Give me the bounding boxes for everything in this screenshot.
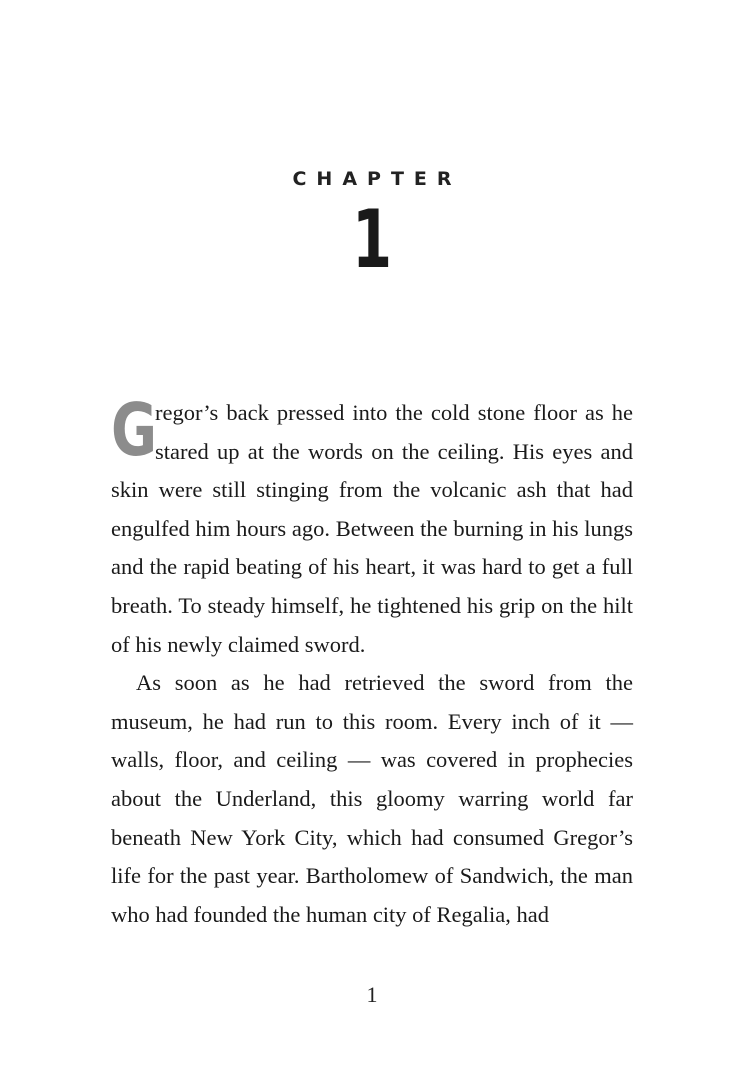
paragraph-2: As soon as he had retrieved the sword from the museum, he had run to this room. Every inch of it — walls, floor, and ceiling — was covered in prophecies about the Underland, this gloomy warring world far beneath New York City, which had consumed Gregor’s life for the past year. Bartholomew of Sandwich, the man who had founded the human city of Regalia, had [111,670,633,927]
drop-cap: G [111,388,158,472]
chapter-label: CHAPTER [292,168,462,190]
chapter-number: 1 [351,193,393,286]
page-number: 1 [366,982,378,1007]
paragraph-1 [111,388,633,664]
paragraph-1-text: regor’s back pressed into the cold stone floor as he stared up at the words on the ceiling. His eyes and skin were still stinging from the volcanic ash that had engulfed him hours ago. Between the burning in his lungs and the rapid beating of his heart, it was hard to get a full breath. To steady himself, he tightened his grip on the hilt of his newly claimed sword. [111,400,633,657]
chapter-body [111,388,633,934]
